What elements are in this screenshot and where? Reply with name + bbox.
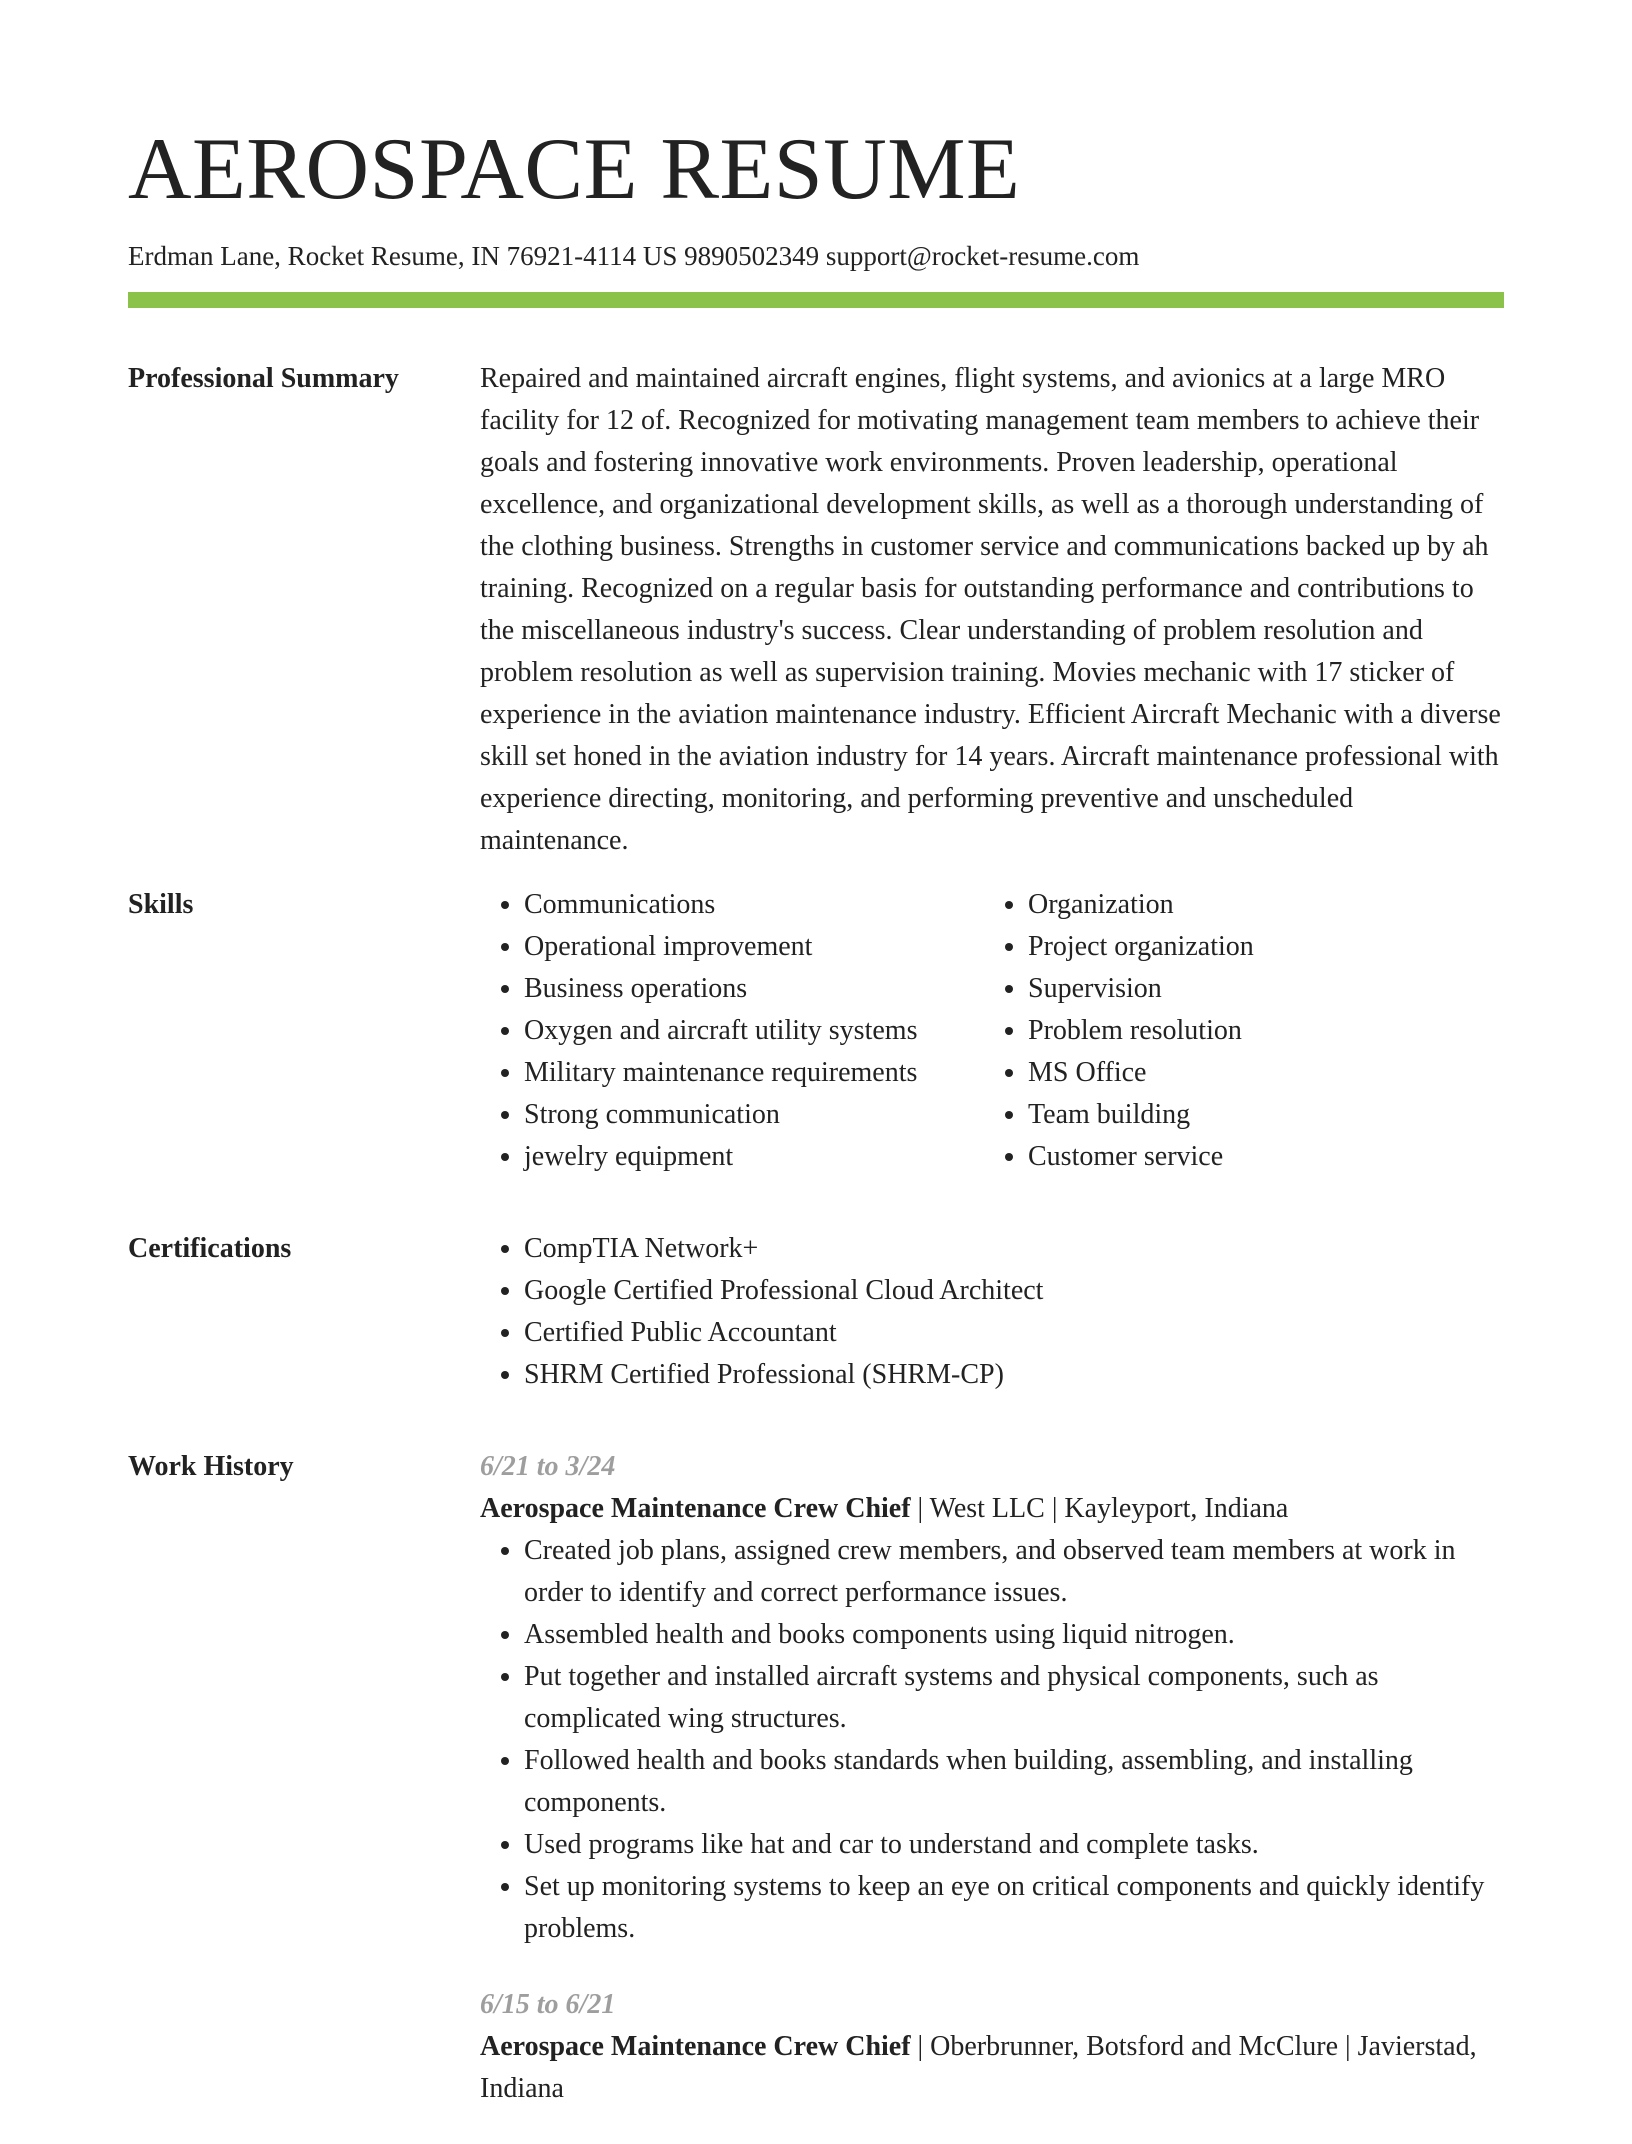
- list-item: • jewelry equipment: [524, 1136, 984, 1178]
- list-item: • CompTIA Network+: [524, 1228, 1504, 1270]
- section-skills: [128, 884, 1504, 1178]
- job-details: | West LLC | Kayleyport, Indiana: [910, 1493, 1289, 1524]
- skills-grid: [480, 884, 1504, 1178]
- list-item: • SHRM Certified Professional (SHRM-CP): [524, 1354, 1504, 1396]
- list-item: • Problem resolution: [1028, 1010, 1488, 1052]
- job-title: Aerospace Maintenance Crew Chief: [480, 1493, 911, 1524]
- summary-text: Repaired and maintained aircraft engines, flight systems, and avionics at a large MRO facility for 12 of. Recognized for motivating management team members to achieve their goals and fostering innovative work environments. Proven leadership, operational excellence, and organizational development skills, as well as a thorough understanding of the clothing business. Strengths in customer service and communications backed up by ah training. Recognized on a regular basis for outstanding performance and contributions to the miscellaneous industry's success. Clear understanding of problem resolution and problem resolution as well as supervision training. Movies mechanic with 17 sticker of experience in the aviation maintenance industry. Efficient Aircraft Mechanic with a diverse skill set honed in the aviation industry for 14 years. Aircraft maintenance professional with experience directing, monitoring, and performing preventive and unscheduled maintenance.: [480, 363, 1501, 856]
- certifications-heading: Certifications: [128, 1233, 292, 1264]
- job-details: | Oberbrunner, Botsford and McClure | Javierstad, Indiana: [480, 2031, 1477, 2104]
- list-item: • Business operations: [524, 968, 984, 1010]
- job-header: [480, 1488, 1504, 1530]
- summary-heading: Professional Summary: [128, 363, 399, 394]
- list-item: • Google Certified Professional Cloud Architect: [524, 1270, 1504, 1312]
- list-item: • Strong communication: [524, 1094, 984, 1136]
- header-divider: [128, 292, 1504, 308]
- list-item: • MS Office: [1028, 1052, 1488, 1094]
- list-item: • Set up monitoring systems to keep an eye on critical components and quickly identify problems.: [524, 1866, 1504, 1950]
- job-title: Aerospace Maintenance Crew Chief: [480, 2031, 911, 2062]
- job-dates: 6/15 to 6/21: [480, 1989, 616, 2020]
- section-certifications: [128, 1228, 1504, 1396]
- list-item: • Communications: [524, 884, 984, 926]
- list-item: • Put together and installed aircraft systems and physical components, such as complicated wing structures.: [524, 1656, 1504, 1740]
- list-item: • Used programs like hat and car to understand and complete tasks.: [524, 1824, 1504, 1866]
- list-item: • Created job plans, assigned crew members, and observed team members at work in order to identify and correct performance issues.: [524, 1530, 1504, 1614]
- skills-list-left: [480, 884, 984, 1178]
- list-item: • Assembled health and books components using liquid nitrogen.: [524, 1614, 1504, 1656]
- section-work-history: [128, 1446, 1504, 2144]
- list-item: • Supervision: [1028, 968, 1488, 1010]
- resume-header: [128, 0, 1504, 308]
- resume-name: AEROSPACE RESUME: [128, 121, 1021, 218]
- list-item: • Military maintenance requirements: [524, 1052, 984, 1094]
- job-entry: [480, 1984, 1504, 2110]
- list-item: • Oxygen and aircraft utility systems: [524, 1010, 984, 1052]
- job-bullets: [480, 1530, 1504, 1950]
- list-item: • Operational improvement: [524, 926, 984, 968]
- job-dates: 6/21 to 3/24: [480, 1451, 616, 1482]
- contact-info: Erdman Lane, Rocket Resume, IN 76921-4114 US 9890502349 support@rocket-resume.com: [128, 241, 1140, 271]
- skills-list-right: [984, 884, 1488, 1178]
- list-item: • Project organization: [1028, 926, 1488, 968]
- list-item: • Certified Public Accountant: [524, 1312, 1504, 1354]
- list-item: • Customer service: [1028, 1136, 1488, 1178]
- job-header: [480, 2026, 1504, 2110]
- job-entry: [480, 1446, 1504, 1950]
- skills-heading: Skills: [128, 889, 194, 920]
- certifications-list: [480, 1228, 1504, 1396]
- work-history-heading: Work History: [128, 1451, 294, 1482]
- list-item: • Organization: [1028, 884, 1488, 926]
- section-summary: [128, 358, 1504, 862]
- list-item: • Team building: [1028, 1094, 1488, 1136]
- list-item: • Followed health and books standards when building, assembling, and installing components.: [524, 1740, 1504, 1824]
